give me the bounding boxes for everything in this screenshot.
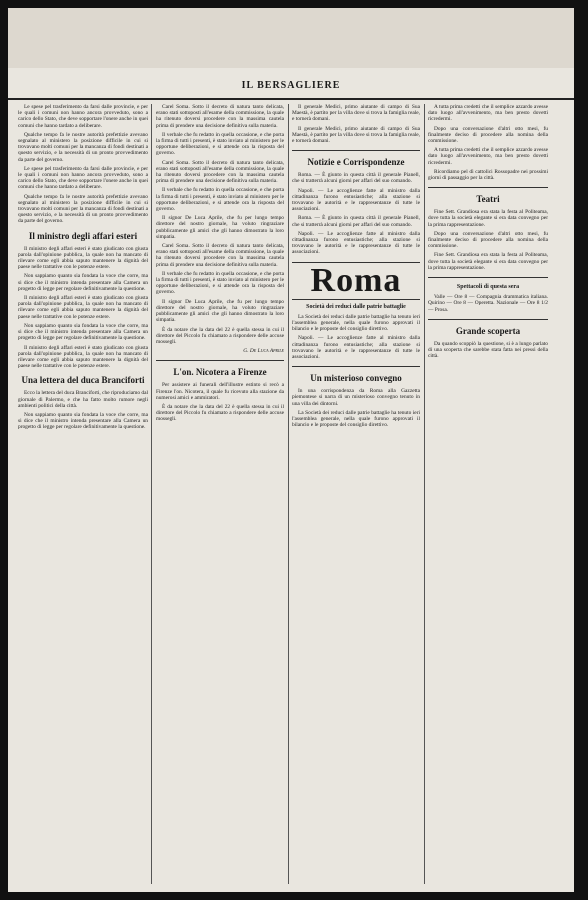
article-paragraph: Non sappiamo quanto sia fondata la voce che corre, ma si dice che il ministro intenda presentare alla Camera un progetto di legge per regolare definitivamente la questione.	[18, 411, 148, 431]
article-paragraph: Il verbale che fu redatto in quella occasione, e che porta la firma di tutti i presenti, è stato inviato al ministero per le opportune deliberazioni, e si attende ora la risposta del governo.	[156, 270, 284, 296]
article-paragraph: La Società dei reduci dalle patrie battaglie ha tenuto ieri l'assemblea generale, nella quale furono approvati il bilancio e le proposte del consiglio direttivo.	[292, 313, 420, 333]
article-paragraph: È da notare che la data del 22 è quella stessa in cui il direttore del Piccolo fu chiamato a rispondere delle accuse mossegli.	[156, 403, 284, 423]
column-1	[18, 104, 148, 884]
article-heading: L'on. Nicotera a Firenze	[173, 367, 267, 378]
article-paragraph: Le spese pel trasferimento da farsi dalle provincie, e per le quali i comuni non hanno ancora provveduto, sono a carico dello Stato, che deve sopportare l'onere anche in quei comuni che hanno tardato a deliberare.	[18, 104, 148, 129]
article-paragraph: Qualche tempo fa le nostre autorità prefettizie avevano segnalato al ministero la posizione difficile in cui si trovavano molti comuni per la mancanza di fondi destinati a questo servizio, e la necessità di un pronto provvedimento da parte del governo.	[18, 193, 148, 225]
article-heading: Grande scoperta	[455, 325, 521, 336]
article-paragraph: Valle — Ore 8 — Compagnia drammatica italiana. Quirino — Ore 8 — Operetta. Nazionale — Ore 8 1/2 — Prosa.	[428, 294, 548, 313]
article-paragraph: Per assistere ai funerali dell'illustre estinto si recò a Firenze l'on. Nicotera, il quale fu ricevuto alla stazione da numerosi amici e ammiratori.	[156, 382, 284, 401]
article-heading: Teatri	[476, 194, 500, 205]
article-heading: Il ministro degli affari esteri	[28, 230, 138, 241]
article-paragraph: Qualche tempo fa le nostre autorità prefettizie avevano segnalato al ministero la posizione difficile in cui si trovavano molti comuni per la mancanza di fondi destinati a questo servizio, e la necessità di un pronto provvedimento da parte del governo.	[18, 131, 148, 163]
article-paragraph: È da notare che la data del 22 è quella stessa in cui il direttore del Piccolo fu chiamato a rispondere delle accuse mossegli.	[156, 326, 284, 345]
divider	[292, 366, 420, 367]
divider	[156, 360, 284, 361]
column-rule	[288, 104, 289, 884]
article-paragraph: Napoli. — Le accoglienze fatte al ministro dalla cittadinanza furono entusiastiche; alla stazione si trovavano le autorità e le rappresentanze di tutte le associazioni.	[292, 187, 420, 213]
article-paragraph: Non sappiamo quanto sia fondata la voce che corre, ma si dice che il ministro intenda presentare alla Camera un progetto di legge per regolare definitivamente la questione.	[18, 322, 148, 342]
article-paragraph: In una corrispondenza da Roma alla Gazzetta piemontese si narra di un misterioso convegno tenuto in una villa dei dintorni.	[292, 388, 420, 407]
article-subheading: Spettacoli di questa sera	[456, 284, 520, 291]
column-rule	[424, 104, 425, 884]
article-paragraph: Roma. — È giunto in questa città il generale Pianell, che si tratterrà alcuni giorni per affari del suo comando.	[292, 215, 420, 228]
article-paragraph: Il ministro degli affari esteri è stato giudicato con giusta parola dall'opinione pubblica, la quale non ha mancato di rilevare come egli abbia saputo mantenere la dignità del paese nelle trattative con le potenze estere.	[18, 344, 148, 370]
article-signature: G. De Luca Aprile	[243, 348, 284, 355]
masthead-title: IL BERSAGLIERE	[241, 80, 341, 91]
column-4	[428, 104, 548, 884]
adjacent-page-edge	[556, 104, 574, 884]
article-paragraph: Carel Soma. Sotto il decreto di natura tanto delicata, erano stati sottoposti all'esame della commissione, la quale ha ritenuto doversi procedere con la massima cautela prima di prendere una decisione definitiva sulla materia.	[156, 159, 284, 185]
article-heading: Un misterioso convegno	[310, 373, 402, 384]
article-paragraph: Roma. — È giunto in questa città il generale Pianell, che si tratterrà alcuni giorni per affari del suo comando.	[292, 172, 420, 185]
article-paragraph: Dopo una conversazione d'altri otto mesi, fu finalmente deciso di procedere alla nomina della commissione.	[428, 125, 548, 145]
article-paragraph: Il ministro degli affari esteri è stato giudicato con giusta parola dall'opinione pubblica, la quale non ha mancato di rilevare come egli abbia saputo mantenere la dignità del paese nelle trattative con le potenze estere.	[18, 295, 148, 320]
newspaper-page	[8, 8, 574, 892]
column-rule	[151, 104, 152, 884]
divider	[428, 187, 548, 188]
section-heading: Notizie e Corrispondenze	[307, 157, 405, 168]
article-paragraph: Napoli. — Le accoglienze fatte al ministro dalla cittadinanza furono entusiastiche; alla stazione si trovavano le autorità e le rappresentanze di tutte le associazioni.	[292, 230, 420, 256]
article-paragraph: A tutta prima credetti che il semplice azzardo avesse dato luogo all'avvenimento, ma ben presto dovetti ricredermi.	[428, 147, 548, 166]
article-paragraph: Il signor De Luca Aprile, che fu per lungo tempo direttore del nostro giornale, ha voluto ringraziare pubblicamente gli amici che gli hanno dimostrato la loro simpatia.	[156, 298, 284, 324]
article-subheading: Società dei reduci dalle patrie battaglie	[306, 303, 406, 310]
article-paragraph: Dopo una conversazione d'altri otto mesi, fu finalmente deciso di procedere alla nomina della commissione.	[428, 230, 548, 250]
article-paragraph: Il generale Medici, primo aiutante di campo di Sua Maestà, è partito per la villa dove si trova la famiglia reale, e tornerà domani.	[292, 104, 420, 123]
article-paragraph: Ricordiamo pel dì cattolici Rossopadre nei prossimi giorni di passaggio per la città.	[428, 168, 548, 182]
scan-top-margin	[8, 8, 574, 68]
article-paragraph: Carel Soma. Sotto il decreto di natura tanto delicata, erano stati sottoposti all'esame della commissione, la quale ha ritenuto doversi procedere con la massima cautela prima di prendere una decisione definitiva sulla materia.	[156, 104, 284, 129]
article-paragraph: Il verbale che fu redatto in quella occasione, e che porta la firma di tutti i presenti, è stato inviato al ministero per le opportune deliberazioni, e si attende ora la risposta del governo.	[156, 131, 284, 157]
divider	[292, 150, 420, 151]
article-paragraph: Il signor De Luca Aprile, che fu per lungo tempo direttore del nostro giornale, ha voluto ringraziare pubblicamente gli amici che gli hanno dimostrato la loro simpatia.	[156, 215, 284, 240]
divider	[428, 277, 548, 278]
article-paragraph: Non sappiamo quanto sia fondata la voce che corre, ma si dice che il ministro intenda presentare alla Camera un progetto di legge per regolare definitivamente la questione.	[18, 273, 148, 292]
divider	[428, 319, 548, 320]
article-paragraph: Il generale Medici, primo aiutante di campo di Sua Maestà, è partito per la villa dove si trova la famiglia reale, e tornerà domani.	[292, 125, 420, 145]
article-paragraph: Il verbale che fu redatto in quella occasione, e che porta la firma di tutti i presenti, è stato inviato al ministero per le opportune deliberazioni, e si attende ora la risposta del governo.	[156, 187, 284, 213]
column-3	[292, 104, 420, 884]
article-paragraph: Le spese pel trasferimento da farsi dalle provincie, e per le quali i comuni non hanno ancora provveduto, sono a carico dello Stato, che deve sopportare l'onere anche in quei comuni che hanno tardato a deliberare.	[18, 165, 148, 191]
masthead	[8, 78, 574, 100]
article-paragraph: Da quando scoppiò la questione, si è a lungo parlato di una scoperta che sarebbe stata fatta nei pressi della città.	[428, 340, 548, 360]
article-paragraph: A tutta prima credetti che il semplice azzardo avesse dato luogo all'avvenimento, ma ben presto dovetti ricredermi.	[428, 104, 548, 123]
article-paragraph: Napoli. — Le accoglienze fatte al ministro dalla cittadinanza furono entusiastiche; alla stazione si trovavano le autorità e le rappresentanze di tutte le associazioni.	[292, 335, 420, 361]
section-heading-large: Roma	[292, 262, 420, 300]
article-paragraph: Ecco la lettera del duca Branciforti, che riproduciamo dal giornale di Palermo, e che ha fatto molto rumore negli ambienti politici della città.	[18, 390, 148, 409]
article-paragraph: La Società dei reduci dalle patrie battaglie ha tenuto ieri l'assemblea generale, nella quale furono approvati il bilancio e le proposte del consiglio direttivo.	[292, 409, 420, 429]
article-paragraph: Fine Sett. Grandiosa era stata la festa al Politeama, dove tutta la società elegante si era data convegno per la prima rappresentazione.	[428, 209, 548, 228]
article-paragraph: Carel Soma. Sotto il decreto di natura tanto delicata, erano stati sottoposti all'esame della commissione, la quale ha ritenuto doversi procedere con la massima cautela prima di prendere una decisione definitiva sulla materia.	[156, 243, 284, 268]
article-paragraph: Fine Sett. Grandiosa era stata la festa al Politeama, dove tutta la società elegante si era data convegno per la prima rappresentazione.	[428, 252, 548, 271]
column-2	[156, 104, 284, 884]
article-heading: Una lettera del duca Branciforti	[21, 375, 145, 386]
article-paragraph: Il ministro degli affari esteri è stato giudicato con giusta parola dall'opinione pubblica, la quale non ha mancato di rilevare come egli abbia saputo mantenere la dignità del paese nelle trattative con le potenze estere.	[18, 245, 148, 271]
